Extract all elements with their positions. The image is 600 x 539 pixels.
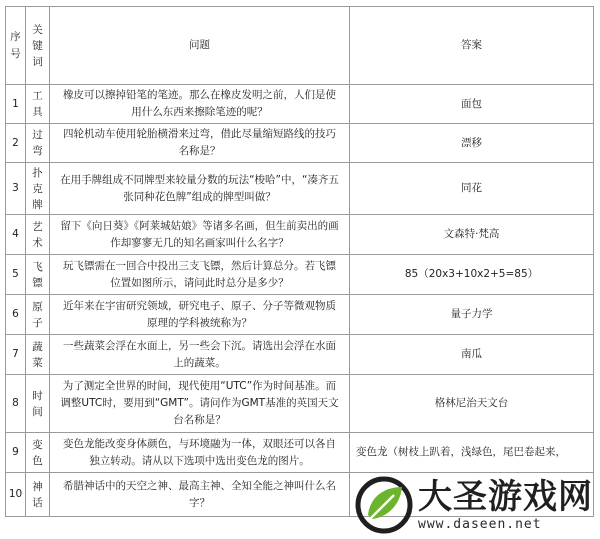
header-answer: 答案 [350, 7, 594, 85]
row-index: 9 [6, 433, 26, 473]
row-index: 1 [6, 85, 26, 124]
table-row [6, 433, 594, 473]
watermark-text [418, 477, 593, 532]
header-index-char: 号 [10, 47, 21, 60]
row-question: 一些蔬菜会浮在水面上，另一些会下沉。请选出会浮在水面上的蔬菜。 [50, 335, 350, 375]
row-keyword-char: 术 [32, 236, 43, 249]
row-keyword [26, 215, 50, 255]
row-question: 玩飞镖需在一回合中投出三支飞镖，然后计算总分。若飞镖位置如图所示，请问此时总分是多少？ [50, 255, 350, 295]
row-answer: 格林尼治天文台 [350, 375, 594, 433]
header-keyword-char: 键 [32, 39, 43, 52]
row-answer: 量子力学 [350, 295, 594, 335]
row-index: 6 [6, 295, 26, 335]
row-keyword [26, 295, 50, 335]
row-keyword-char: 具 [32, 106, 43, 118]
row-keyword-char: 扑 [32, 166, 43, 179]
watermark-title: 大圣游戏网 [418, 477, 593, 517]
row-keyword-char: 菜 [32, 356, 43, 369]
table-header-row [6, 7, 594, 85]
table-row [6, 163, 594, 215]
row-index: 4 [6, 215, 26, 255]
header-keyword-char: 词 [32, 55, 43, 68]
row-keyword-char: 弯 [32, 145, 43, 157]
header-keyword [26, 7, 50, 85]
row-question: 在用手牌组成不同牌型来较量分数的玩法“梭哈”中，“凑齐五张同种花色牌”组成的牌型叫做？ [50, 163, 350, 215]
row-keyword [26, 255, 50, 295]
quiz-table-container [5, 6, 593, 517]
row-keyword [26, 473, 50, 517]
watermark-url: www.daseen.net [418, 517, 542, 532]
row-keyword [26, 163, 50, 215]
row-answer: 85（20x3+10x2+5=85） [350, 255, 594, 295]
row-keyword-char: 克 [32, 182, 43, 195]
row-keyword [26, 375, 50, 433]
leaf-logo-icon [354, 475, 414, 535]
table-row [6, 335, 594, 375]
row-index: 10 [6, 473, 26, 517]
row-keyword-char: 艺 [32, 220, 43, 233]
row-answer: 变色龙（树枝上趴着，浅绿色，尾巴卷起来， [350, 433, 594, 473]
table-row [6, 295, 594, 335]
header-index-char: 序 [10, 30, 21, 43]
row-index: 8 [6, 375, 26, 433]
row-keyword-char: 蔬 [32, 340, 43, 353]
row-question: 四轮机动车使用轮胎横滑来过弯，借此尽量缩短路线的技巧名称是？ [50, 124, 350, 163]
row-keyword-char: 色 [32, 454, 43, 467]
header-index [6, 7, 26, 85]
row-question: 留下《向日葵》《阿莱城姑娘》等诸多名画，但生前卖出的画作却寥寥无几的知名画家叫什么名字？ [50, 215, 350, 255]
row-keyword-char: 神 [32, 480, 43, 493]
row-index: 2 [6, 124, 26, 163]
row-question: 近年来在宇宙研究领域，研究电子、原子、分子等微观物质原理的学科被统称为？ [50, 295, 350, 335]
row-answer: 南瓜 [350, 335, 594, 375]
table-row [6, 85, 594, 124]
site-watermark [354, 470, 600, 539]
table-row [6, 255, 594, 295]
row-question: 橡皮可以擦掉铅笔的笔迹。那么在橡皮发明之前，人们是使用什么东西来擦除笔迹的呢？ [50, 85, 350, 124]
row-answer: 面包 [350, 85, 594, 124]
header-keyword-char: 关 [32, 23, 43, 36]
quiz-table [5, 6, 594, 517]
row-keyword-char: 间 [32, 405, 43, 418]
row-question: 变色龙能改变身体颜色，与环境融为一体，双眼还可以各自独立转动。请从以下选项中选出变色龙的图片。 [50, 433, 350, 473]
row-keyword-char: 话 [32, 496, 43, 509]
row-keyword-char: 时 [32, 389, 43, 402]
row-keyword-char: 飞 [32, 260, 43, 273]
row-keyword [26, 85, 50, 124]
row-index: 5 [6, 255, 26, 295]
row-keyword-char: 牌 [32, 198, 43, 211]
header-question: 问题 [50, 7, 350, 85]
row-keyword-char: 工 [32, 90, 43, 102]
row-question: 为了测定全世界的时间，现代使用“UTC”作为时间基准。而调整UTC时，要用到“GMT”。请问作为GMT基准的英国天文台名称是？ [50, 375, 350, 433]
row-answer: 漂移 [350, 124, 594, 163]
row-answer: 同花 [350, 163, 594, 215]
row-keyword-char: 镖 [32, 276, 43, 289]
table-row [6, 124, 594, 163]
row-keyword-char: 子 [32, 316, 43, 329]
table-row [6, 375, 594, 433]
row-keyword [26, 433, 50, 473]
row-keyword [26, 335, 50, 375]
row-answer: 文森特·梵高 [350, 215, 594, 255]
row-keyword-char: 变 [32, 438, 43, 451]
row-question: 希腊神话中的天空之神、最高主神、全知全能之神叫什么名字？ [50, 473, 350, 517]
row-index: 7 [6, 335, 26, 375]
row-keyword [26, 124, 50, 163]
site-logo-icon [354, 475, 414, 535]
row-keyword-char: 原 [32, 300, 43, 313]
table-row [6, 215, 594, 255]
row-index: 3 [6, 163, 26, 215]
row-keyword-char: 过 [32, 129, 43, 141]
